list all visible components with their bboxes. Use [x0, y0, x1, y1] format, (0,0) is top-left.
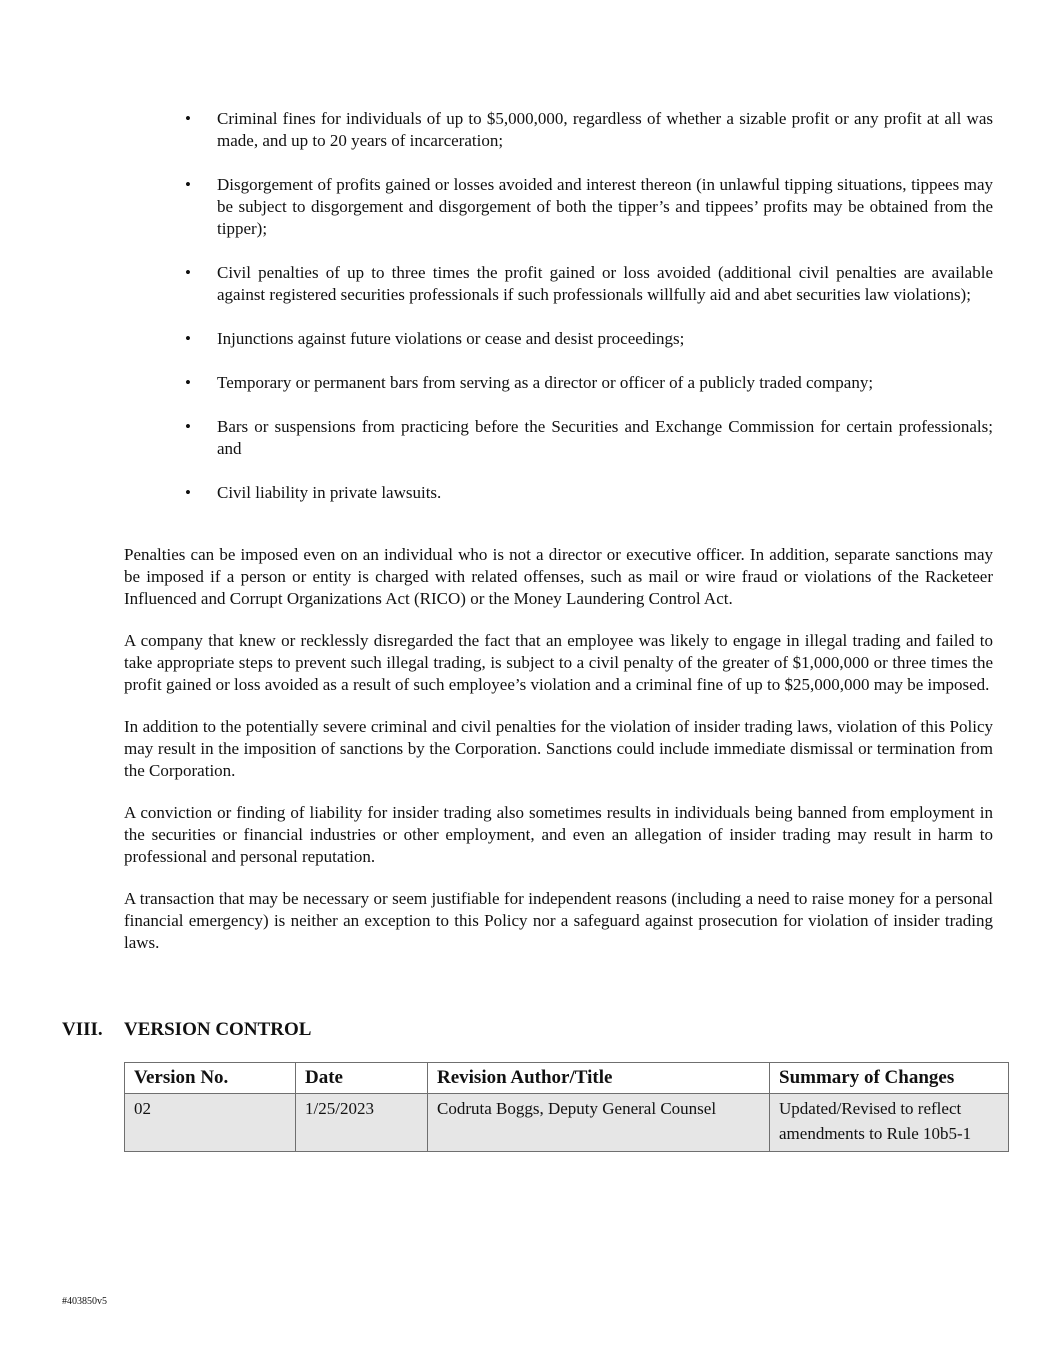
- header-date: Date: [296, 1063, 428, 1094]
- bullet-icon: •: [185, 175, 191, 194]
- header-version-no: Version No.: [125, 1063, 296, 1094]
- bullet-text: Civil penalties of up to three times the profit gained or loss avoided (additional civil penalties are available against registered securities professionals if such professionals willfully aid and abet securities law violations);: [217, 263, 993, 304]
- paragraph: Penalties can be imposed even on an individual who is not a director or executive officer. In addition, separate sanctions may be imposed if a person or entity is charged with related offenses, such as mail or wire fraud or violations of the Racketeer Influenced and Corrupt Organizations Act (RICO) or the Money Laundering Control Act.: [124, 545, 993, 608]
- body-paragraphs: [124, 544, 993, 974]
- cell-revision-author: Codruta Boggs, Deputy General Counsel: [428, 1094, 770, 1152]
- header-summary: Summary of Changes: [770, 1063, 1009, 1094]
- section-number: VIII.: [62, 1019, 103, 1040]
- section-title: VERSION CONTROL: [124, 1019, 312, 1040]
- version-control-table: [124, 1062, 1009, 1152]
- bullet-icon: •: [185, 263, 191, 282]
- bullet-item: [185, 416, 993, 460]
- bullet-item: [185, 174, 993, 240]
- bullet-text: Criminal fines for individuals of up to $5,000,000, regardless of whether a sizable profit or any profit at all was made, and up to 20 years of incarceration;: [217, 109, 993, 150]
- section-heading: [62, 1018, 311, 1042]
- document-id-footer: #403850v5: [62, 1296, 107, 1307]
- header-revision-author: Revision Author/Title: [428, 1063, 770, 1094]
- penalties-bullet-list: [185, 108, 993, 526]
- paragraph: In addition to the potentially severe criminal and civil penalties for the violation of insider trading laws, violation of this Policy may result in the imposition of sanctions by the Corporation. Sanctions could include immediate dismissal or termination from the Corporation.: [124, 717, 993, 780]
- bullet-item: [185, 328, 993, 350]
- paragraph: A transaction that may be necessary or seem justifiable for independent reasons (including a need to raise money for a personal financial emergency) is neither an exception to this Policy nor a safeguard against prosecution for violation of insider trading laws.: [124, 889, 993, 952]
- bullet-text: Bars or suspensions from practicing before the Securities and Exchange Commission for certain professionals; and: [217, 417, 993, 458]
- cell-date: 1/25/2023: [296, 1094, 428, 1152]
- bullet-text: Temporary or permanent bars from serving as a director or officer of a publicly traded company;: [217, 373, 874, 392]
- bullet-item: [185, 482, 993, 504]
- bullet-icon: •: [185, 483, 191, 502]
- bullet-item: [185, 372, 993, 394]
- cell-version-no: 02: [125, 1094, 296, 1152]
- cell-summary: Updated/Revised to reflect amendments to Rule 10b5-1: [770, 1094, 1009, 1152]
- bullet-icon: •: [185, 329, 191, 348]
- table-header-row: [125, 1063, 1009, 1094]
- bullet-icon: •: [185, 373, 191, 392]
- paragraph: A conviction or finding of liability for insider trading also sometimes results in individuals being banned from employment in the securities or financial industries or other employment, and even an allegation of insider trading may result in harm to professional and personal reputation.: [124, 803, 993, 866]
- bullet-item: [185, 262, 993, 306]
- bullet-item: [185, 108, 993, 152]
- table-row: [125, 1094, 1009, 1152]
- bullet-icon: •: [185, 109, 191, 128]
- paragraph: A company that knew or recklessly disregarded the fact that an employee was likely to engage in illegal trading and failed to take appropriate steps to prevent such illegal trading, is subject to a civil penalty of the greater of $1,000,000 or three times the profit gained or loss avoided as a result of such employee’s violation and a criminal fine of up to $25,000,000 may be imposed.: [124, 631, 993, 694]
- bullet-text: Disgorgement of profits gained or losses avoided and interest thereon (in unlawful tipping situations, tippees may be subject to disgorgement and disgorgement of both the tipper’s and tippees’ profits may be obtained from the tipper);: [217, 175, 993, 238]
- bullet-text: Injunctions against future violations or cease and desist proceedings;: [217, 329, 685, 348]
- bullet-icon: •: [185, 417, 191, 436]
- bullet-text: Civil liability in private lawsuits.: [217, 483, 442, 502]
